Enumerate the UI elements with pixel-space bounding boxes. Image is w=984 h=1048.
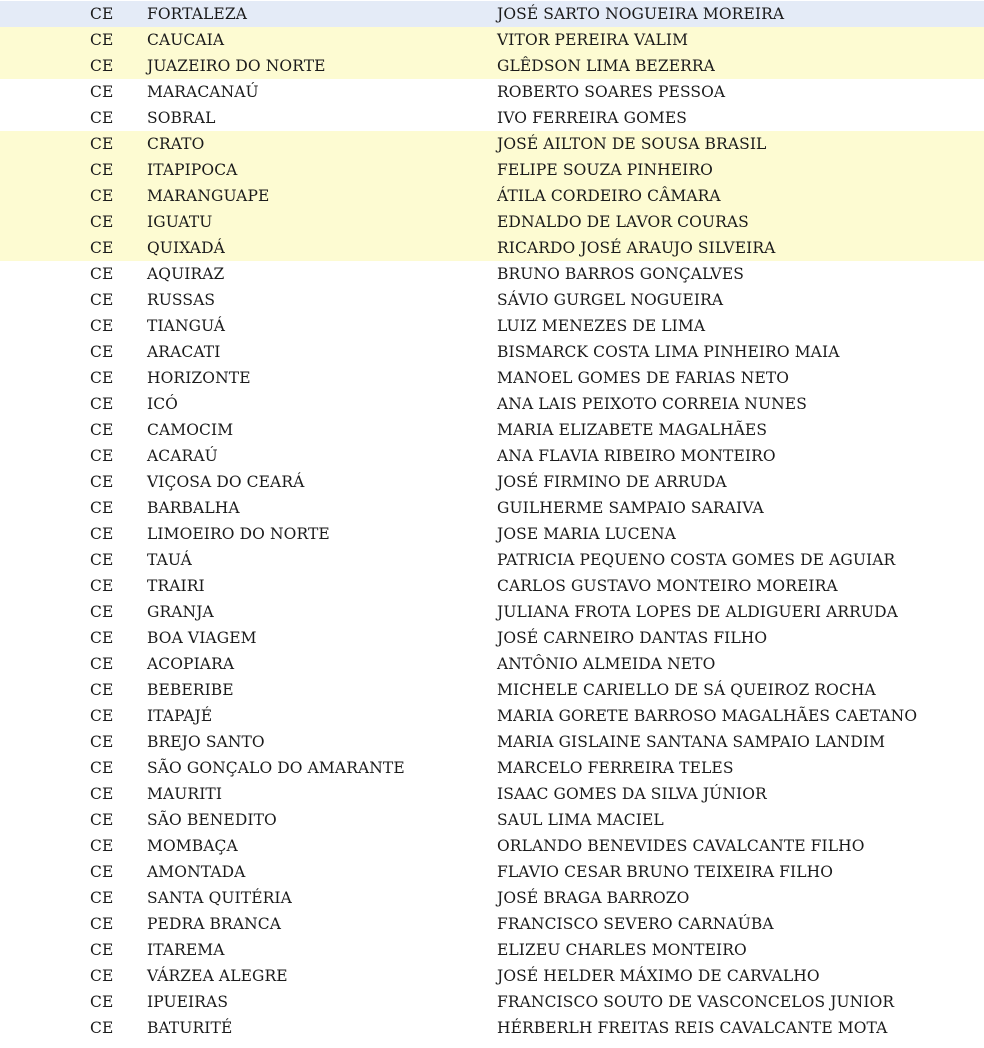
state-cell: CE: [90, 109, 114, 127]
mayor-name-cell: JOSÉ HELDER MÁXIMO DE CARVALHO: [497, 967, 820, 985]
mayor-name-cell: MARIA GISLAINE SANTANA SAMPAIO LANDIM: [497, 733, 886, 751]
state-cell: CE: [90, 213, 114, 231]
city-cell: MOMBAÇA: [147, 837, 238, 855]
mayor-name-cell: MARIA GORETE BARROSO MAGALHÃES CAETANO: [497, 707, 918, 725]
table-row: [0, 131, 984, 157]
state-cell: CE: [90, 629, 114, 647]
state-cell: CE: [90, 5, 114, 23]
city-cell: SÃO GONÇALO DO AMARANTE: [147, 759, 405, 777]
state-cell: CE: [90, 447, 114, 465]
state-cell: CE: [90, 655, 114, 673]
city-cell: BATURITÉ: [147, 1019, 233, 1037]
state-cell: CE: [90, 499, 114, 517]
mayor-name-cell: MARCELO FERREIRA TELES: [497, 759, 734, 777]
state-cell: CE: [90, 187, 114, 205]
state-cell: CE: [90, 369, 114, 387]
city-cell: CRATO: [147, 135, 205, 153]
city-cell: PEDRA BRANCA: [147, 915, 282, 933]
mayor-name-cell: ISAAC GOMES DA SILVA JÚNIOR: [497, 785, 767, 803]
state-cell: CE: [90, 837, 114, 855]
city-cell: MARACANAÚ: [147, 83, 259, 101]
mayor-name-cell: JOSE MARIA LUCENA: [497, 525, 676, 543]
state-cell: CE: [90, 317, 114, 335]
state-cell: CE: [90, 551, 114, 569]
city-cell: RUSSAS: [147, 291, 216, 309]
table-row: [0, 547, 984, 573]
city-cell: SOBRAL: [147, 109, 216, 127]
city-cell: MAURITI: [147, 785, 223, 803]
state-cell: CE: [90, 811, 114, 829]
state-cell: CE: [90, 57, 114, 75]
city-cell: LIMOEIRO DO NORTE: [147, 525, 330, 543]
state-cell: CE: [90, 577, 114, 595]
table-row: [0, 599, 984, 625]
table-row: [0, 859, 984, 885]
mayor-name-cell: JULIANA FROTA LOPES DE ALDIGUERI ARRUDA: [497, 603, 898, 621]
table-row: [0, 261, 984, 287]
table-row: [0, 911, 984, 937]
city-cell: BOA VIAGEM: [147, 629, 257, 647]
mayor-name-cell: VITOR PEREIRA VALIM: [497, 31, 689, 49]
mayor-name-cell: JOSÉ BRAGA BARROZO: [497, 889, 690, 907]
table-row: [0, 1, 984, 27]
mayor-name-cell: HÉRBERLH FREITAS REIS CAVALCANTE MOTA: [497, 1019, 888, 1037]
mayor-name-cell: SÁVIO GURGEL NOGUEIRA: [497, 291, 724, 309]
city-cell: MARANGUAPE: [147, 187, 270, 205]
city-cell: IGUATU: [147, 213, 213, 231]
city-cell: ITAPIPOCA: [147, 161, 238, 179]
state-cell: CE: [90, 421, 114, 439]
city-cell: CAMOCIM: [147, 421, 234, 439]
table-row: [0, 937, 984, 963]
state-cell: CE: [90, 759, 114, 777]
table-row: [0, 703, 984, 729]
mayor-name-cell: ANA FLAVIA RIBEIRO MONTEIRO: [497, 447, 776, 465]
mayor-name-cell: MANOEL GOMES DE FARIAS NETO: [497, 369, 790, 387]
table-row: [0, 781, 984, 807]
city-cell: BREJO SANTO: [147, 733, 265, 751]
mayor-name-cell: JOSÉ SARTO NOGUEIRA MOREIRA: [497, 5, 785, 23]
state-cell: CE: [90, 889, 114, 907]
table-row: [0, 469, 984, 495]
state-cell: CE: [90, 265, 114, 283]
city-cell: IPUEIRAS: [147, 993, 229, 1011]
mayor-name-cell: FRANCISCO SOUTO DE VASCONCELOS JUNIOR: [497, 993, 895, 1011]
state-cell: CE: [90, 473, 114, 491]
table-row: [0, 573, 984, 599]
mayor-name-cell: ROBERTO SOARES PESSOA: [497, 83, 726, 101]
mayor-name-cell: FLAVIO CESAR BRUNO TEIXEIRA FILHO: [497, 863, 834, 881]
city-cell: ICÓ: [147, 395, 178, 413]
mayor-name-cell: ELIZEU CHARLES MONTEIRO: [497, 941, 747, 959]
mayor-name-cell: MICHELE CARIELLO DE SÁ QUEIROZ ROCHA: [497, 681, 876, 699]
mayor-name-cell: MARIA ELIZABETE MAGALHÃES: [497, 421, 768, 439]
state-cell: CE: [90, 915, 114, 933]
table-row: [0, 157, 984, 183]
table-row: [0, 833, 984, 859]
state-cell: CE: [90, 525, 114, 543]
table-row: [0, 209, 984, 235]
mayors-table: [0, 1, 984, 1041]
city-cell: ARACATI: [147, 343, 221, 361]
table-row: [0, 339, 984, 365]
table-row: [0, 807, 984, 833]
city-cell: ACOPIARA: [147, 655, 235, 673]
table-row: [0, 677, 984, 703]
table-row: [0, 391, 984, 417]
table-row: [0, 417, 984, 443]
table-row: [0, 235, 984, 261]
table-row: [0, 1015, 984, 1041]
state-cell: CE: [90, 343, 114, 361]
state-cell: CE: [90, 993, 114, 1011]
table-row: [0, 313, 984, 339]
mayor-name-cell: BRUNO BARROS GONÇALVES: [497, 265, 744, 283]
table-row: [0, 365, 984, 391]
table-row: [0, 885, 984, 911]
state-cell: CE: [90, 733, 114, 751]
city-cell: GRANJA: [147, 603, 214, 621]
city-cell: CAUCAIA: [147, 31, 225, 49]
city-cell: SÃO BENEDITO: [147, 811, 277, 829]
city-cell: ACARAÚ: [147, 447, 218, 465]
table-row: [0, 105, 984, 131]
state-cell: CE: [90, 785, 114, 803]
mayor-name-cell: GUILHERME SAMPAIO SARAIVA: [497, 499, 764, 517]
city-cell: BEBERIBE: [147, 681, 234, 699]
mayor-name-cell: FELIPE SOUZA PINHEIRO: [497, 161, 713, 179]
table-row: [0, 183, 984, 209]
table-row: [0, 495, 984, 521]
city-cell: TIANGUÁ: [147, 317, 226, 335]
mayor-name-cell: ORLANDO BENEVIDES CAVALCANTE FILHO: [497, 837, 865, 855]
mayor-name-cell: PATRICIA PEQUENO COSTA GOMES DE AGUIAR: [497, 551, 896, 569]
state-cell: CE: [90, 31, 114, 49]
state-cell: CE: [90, 1019, 114, 1037]
city-cell: BARBALHA: [147, 499, 240, 517]
table-row: [0, 27, 984, 53]
mayor-name-cell: IVO FERREIRA GOMES: [497, 109, 688, 127]
mayor-name-cell: CARLOS GUSTAVO MONTEIRO MOREIRA: [497, 577, 838, 595]
table-row: [0, 625, 984, 651]
mayor-name-cell: RICARDO JOSÉ ARAUJO SILVEIRA: [497, 239, 776, 257]
table-row: [0, 79, 984, 105]
mayor-name-cell: LUIZ MENEZES DE LIMA: [497, 317, 706, 335]
state-cell: CE: [90, 707, 114, 725]
mayor-name-cell: SAUL LIMA MACIEL: [497, 811, 664, 829]
city-cell: AMONTADA: [147, 863, 246, 881]
city-cell: JUAZEIRO DO NORTE: [147, 57, 326, 75]
city-cell: FORTALEZA: [147, 5, 248, 23]
city-cell: ITAPAJÉ: [147, 707, 213, 725]
state-cell: CE: [90, 967, 114, 985]
table-row: [0, 729, 984, 755]
city-cell: QUIXADÁ: [147, 239, 225, 257]
state-cell: CE: [90, 395, 114, 413]
mayor-name-cell: JOSÉ FIRMINO DE ARRUDA: [497, 473, 727, 491]
mayor-name-cell: JOSÉ AILTON DE SOUSA BRASIL: [497, 135, 767, 153]
mayor-name-cell: ÁTILA CORDEIRO CÂMARA: [497, 187, 721, 205]
city-cell: TAUÁ: [147, 551, 192, 569]
state-cell: CE: [90, 83, 114, 101]
table-row: [0, 651, 984, 677]
city-cell: VIÇOSA DO CEARÁ: [147, 473, 305, 491]
state-cell: CE: [90, 941, 114, 959]
state-cell: CE: [90, 863, 114, 881]
state-cell: CE: [90, 681, 114, 699]
mayor-name-cell: FRANCISCO SEVERO CARNAÚBA: [497, 915, 774, 933]
table-row: [0, 53, 984, 79]
city-cell: VÁRZEA ALEGRE: [147, 967, 288, 985]
city-cell: TRAIRI: [147, 577, 205, 595]
city-cell: SANTA QUITÉRIA: [147, 889, 292, 907]
table-row: [0, 521, 984, 547]
table-row: [0, 963, 984, 989]
table-row: [0, 989, 984, 1015]
state-cell: CE: [90, 161, 114, 179]
state-cell: CE: [90, 135, 114, 153]
table-row: [0, 287, 984, 313]
mayor-name-cell: ANTÔNIO ALMEIDA NETO: [497, 655, 716, 673]
state-cell: CE: [90, 291, 114, 309]
mayor-name-cell: BISMARCK COSTA LIMA PINHEIRO MAIA: [497, 343, 840, 361]
state-cell: CE: [90, 239, 114, 257]
table-row: [0, 755, 984, 781]
table-row: [0, 443, 984, 469]
city-cell: ITAREMA: [147, 941, 225, 959]
city-cell: AQUIRAZ: [147, 265, 225, 283]
state-cell: CE: [90, 603, 114, 621]
mayor-name-cell: GLÊDSON LIMA BEZERRA: [497, 57, 715, 75]
mayor-name-cell: ANA LAIS PEIXOTO CORREIA NUNES: [497, 395, 807, 413]
city-cell: HORIZONTE: [147, 369, 251, 387]
mayor-name-cell: EDNALDO DE LAVOR COURAS: [497, 213, 749, 231]
mayor-name-cell: JOSÉ CARNEIRO DANTAS FILHO: [497, 629, 768, 647]
